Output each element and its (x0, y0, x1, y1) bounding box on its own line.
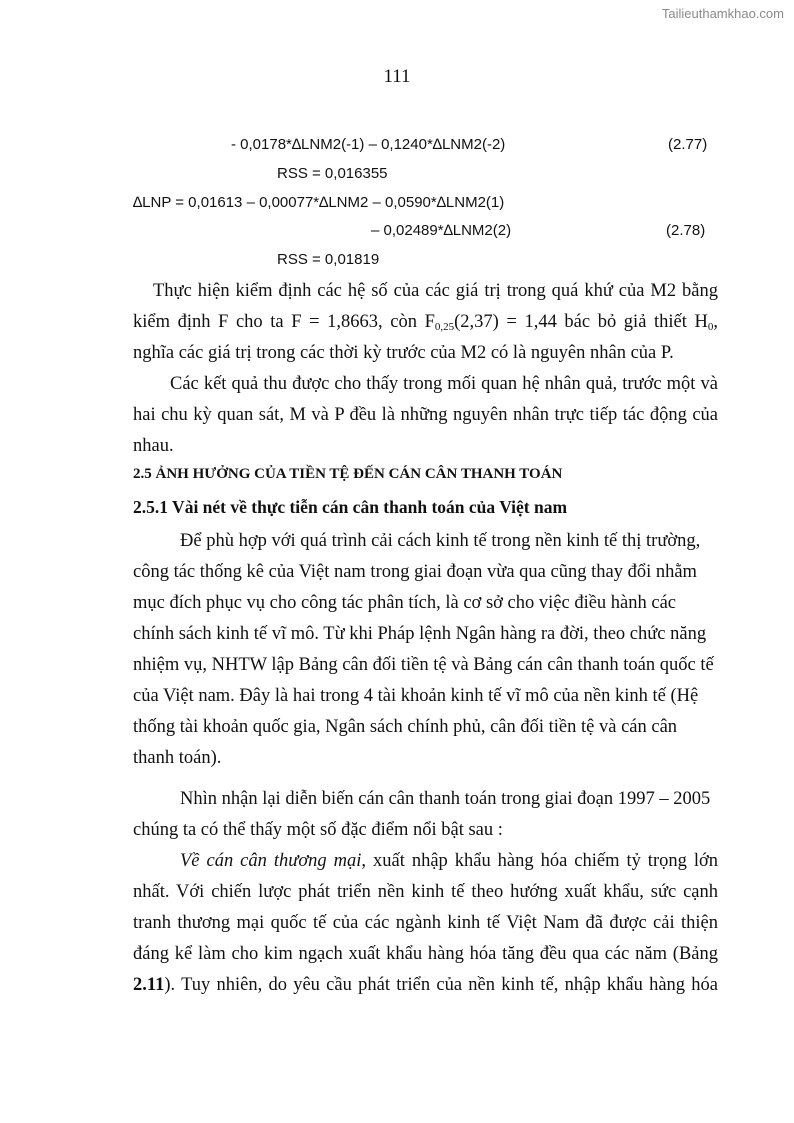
equation-rss-2: RSS = 0,01819 (277, 251, 380, 268)
watermark: Tailieuthamkhao.com (661, 6, 784, 21)
para3-line-5: nhiệm vụ, NHTW lập Bảng cân đối tiền tệ và Bảng cán cân thanh toán quốc tế (133, 655, 714, 675)
para5-line-5 (133, 970, 718, 1001)
para4-line-2: chúng ta có thể thấy một số đặc điểm nổi bật sau : (133, 820, 503, 840)
para3-line-2: công tác thống kê của Việt nam trong giai đoạn vừa qua cũng thay đổi nhằm (133, 562, 697, 582)
equation-line-3: – 0,02489*∆LNM2(2) (371, 222, 512, 239)
para1-line-2 (133, 307, 718, 338)
equation-line-1: - 0,0178*∆LNM2(-1) – 0,1240*∆LNM2(-2) (231, 136, 506, 153)
f-subscript: 0,25 (434, 321, 455, 333)
para2-line-2: hai chu kỳ quan sát, M và P đều là những nguyên nhân trực tiếp tác động của (133, 405, 718, 425)
para2-line-3: nhau. (133, 436, 174, 456)
para5-line-3: tranh thương mại quốc tế của các ngành kinh tế Việt Nam đã được cải thiện (133, 913, 718, 933)
para1-line-2-text-b: (2,37) = 1,44 bác bỏ giả thiết H (454, 312, 708, 332)
para3-line-1: Để phù hợp với quá trình cải cách kinh tế trong nền kinh tế thị trường, (180, 531, 701, 551)
para1-line-1: Thực hiện kiểm định các hệ số của các giá trị trong quá khứ của M2 bằng (153, 281, 718, 301)
para3-line-6: của Việt nam. Đây là hai trong 4 tài khoản kinh tế vĩ mô của nền kinh tế (Hệ (133, 686, 699, 706)
equation-number-277: (2.77) (668, 136, 708, 153)
para5-line-5-rest: ). Tuy nhiên, do yêu cầu phát triển của nền kinh tế, nhập khẩu hàng hóa (164, 975, 718, 995)
equation-rss-1: RSS = 0,016355 (277, 165, 388, 182)
para5-line-1-rest: , xuất nhập khẩu hàng hóa chiếm tỷ trọng lớn (361, 851, 718, 871)
para4-line-1: Nhìn nhận lại diễn biến cán cân thanh toán trong giai đoạn 1997 – 2005 (180, 789, 711, 809)
para1-line-3: nghĩa các giá trị trong các thời kỳ trước của M2 có là nguyên nhân của P. (133, 343, 674, 363)
page-number: 111 (383, 66, 411, 87)
para5-italic-lead: Về cán cân thương mại (180, 851, 362, 871)
equation-line-2: ∆LNP = 0,01613 – 0,00077*∆LNM2 – 0,0590*∆LNM2(1) (133, 194, 505, 211)
para1-line-2-text-a: kiểm định F cho ta F = 1,8663, còn F (133, 312, 435, 332)
para3-line-8: thanh toán). (133, 748, 222, 768)
para1-line-2-text-c: , (713, 312, 718, 332)
section-heading-2-5-1: 2.5.1 Vài nét về thực tiễn cán cân thanh toán của Việt nam (133, 497, 568, 517)
table-ref-bold: 2.11 (133, 975, 165, 995)
para3-line-3: mục đích phục vụ cho công tác phân tích, là cơ sở cho việc điều hành các (133, 593, 677, 613)
para3-line-4: chính sách kinh tế vĩ mô. Từ khi Pháp lệnh Ngân hàng ra đời, theo chức năng (133, 624, 707, 644)
para5-line-4: đáng kể làm cho kim ngạch xuất khẩu hàng hóa tăng đều qua các năm (Bảng (133, 944, 718, 964)
equation-number-278: (2.78) (666, 222, 706, 239)
para2-line-1: Các kết quả thu được cho thấy trong mối quan hệ nhân quả, trước một và (170, 374, 718, 394)
para5-line-2: nhất. Với chiến lược phát triển nền kinh tế theo hướng xuất khẩu, sức cạnh (133, 882, 718, 902)
section-heading-2-5: 2.5 ẢNH HƯỞNG CỦA TIỀN TỆ ĐẾN CÁN CÂN THANH TOÁN (133, 466, 563, 482)
para5-line-1 (133, 846, 718, 877)
h-subscript: 0 (707, 321, 714, 333)
para3-line-7: thống tài khoản quốc gia, Ngân sách chính phủ, cân đối tiền tệ và cán cân (133, 717, 678, 737)
